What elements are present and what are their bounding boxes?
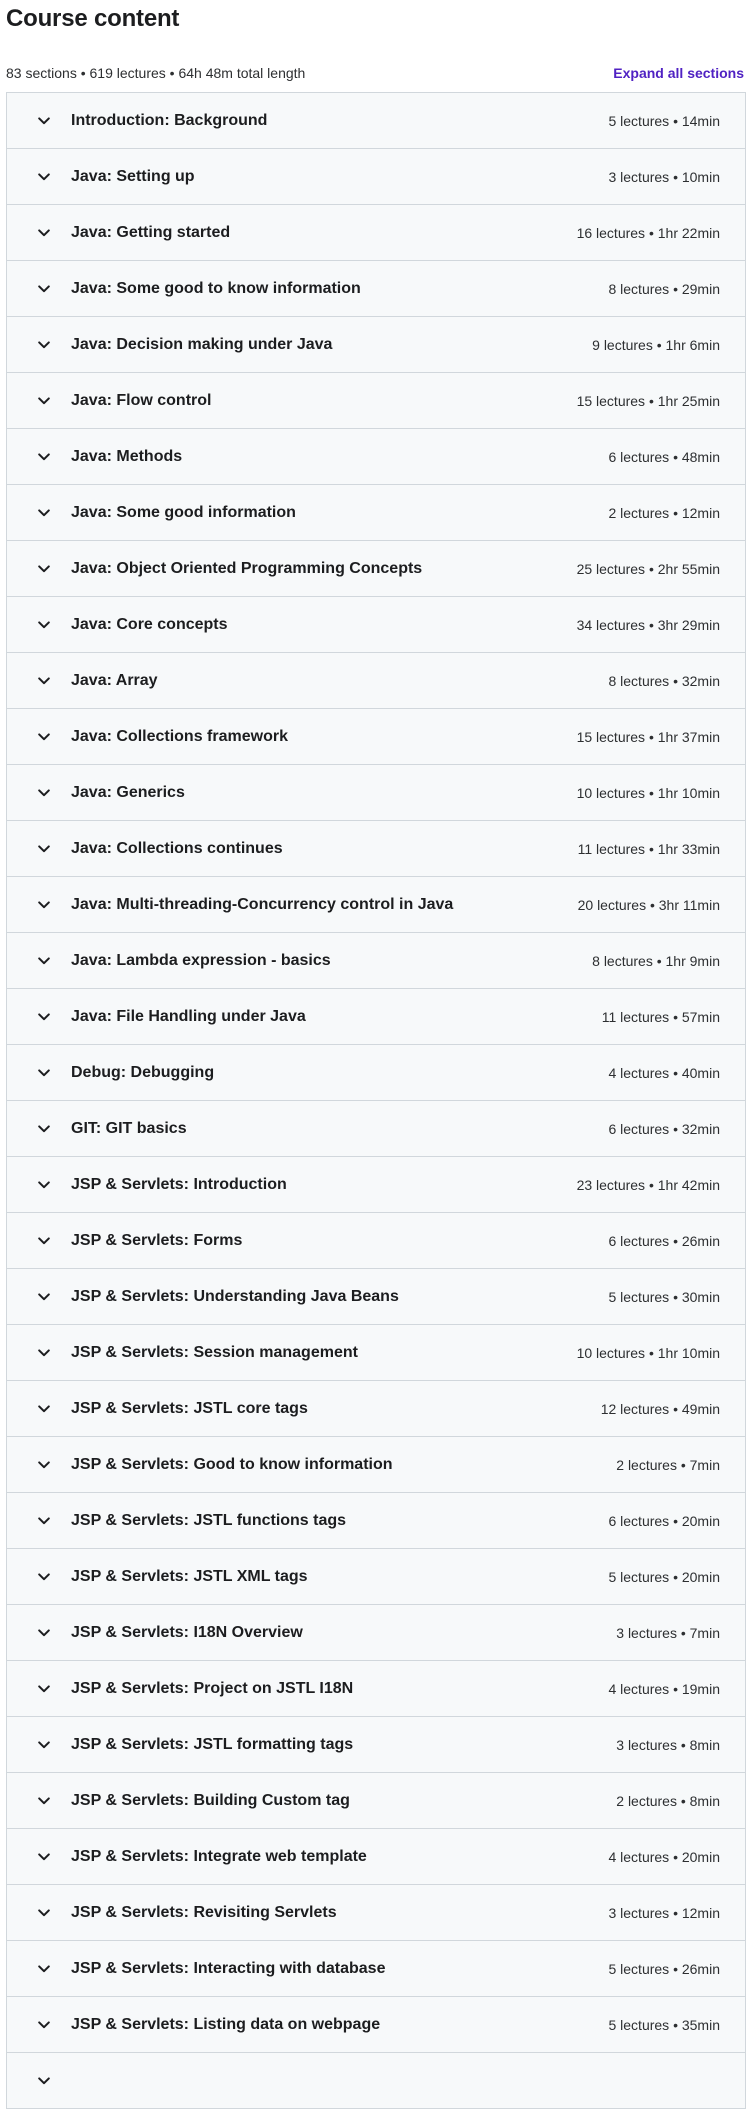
section-info: 5 lectures • 30min	[608, 1288, 720, 1305]
chevron-down-icon	[37, 730, 51, 744]
section-row[interactable]	[7, 877, 745, 933]
section-title: Java: Object Oriented Programming Concepts	[71, 559, 423, 577]
section-title: JSP & Servlets: Listing data on webpage	[71, 2015, 381, 2033]
chevron-down-icon	[37, 1122, 51, 1136]
section-title: Java: Flow control	[71, 391, 212, 409]
section-row[interactable]	[7, 93, 745, 149]
section-title: Java: Collections framework	[71, 727, 288, 745]
chevron-down-icon	[37, 1570, 51, 1584]
section-info: 8 lectures • 1hr 9min	[592, 952, 720, 969]
section-info: 5 lectures • 35min	[608, 2016, 720, 2033]
chevron-down-icon	[37, 618, 51, 632]
section-title: Java: Collections continues	[71, 839, 283, 857]
section-info: 15 lectures • 1hr 37min	[576, 728, 720, 745]
section-title: Java: Methods	[71, 447, 183, 465]
chevron-down-icon	[37, 506, 51, 520]
section-info: 4 lectures • 19min	[608, 1680, 720, 1697]
section-row[interactable]	[7, 1549, 745, 1605]
section-info: 2 lectures • 7min	[616, 1456, 720, 1473]
chevron-down-icon	[37, 226, 51, 240]
section-info: 25 lectures • 2hr 55min	[576, 560, 720, 577]
section-title: JSP & Servlets: JSTL formatting tags	[71, 1735, 354, 1753]
section-title: Java: Generics	[71, 783, 185, 801]
section-row[interactable]	[7, 1997, 745, 2053]
chevron-down-icon	[37, 1682, 51, 1696]
section-title: Java: Some good to know information	[71, 279, 361, 297]
chevron-down-icon	[37, 1458, 51, 1472]
section-info: 11 lectures • 1hr 33min	[577, 840, 720, 857]
section-row[interactable]	[7, 1829, 745, 1885]
chevron-down-icon	[37, 450, 51, 464]
section-title: JSP & Servlets: Session management	[71, 1343, 358, 1361]
section-row[interactable]	[7, 765, 745, 821]
section-row[interactable]	[7, 2053, 745, 2109]
chevron-down-icon	[37, 674, 51, 688]
section-info: 3 lectures • 10min	[608, 168, 720, 185]
section-row[interactable]	[7, 709, 745, 765]
chevron-down-icon	[37, 1514, 51, 1528]
chevron-down-icon	[37, 1346, 51, 1360]
chevron-down-icon	[37, 2074, 51, 2088]
section-info: 10 lectures • 1hr 10min	[576, 784, 720, 801]
chevron-down-icon	[37, 170, 51, 184]
section-row[interactable]	[7, 1325, 745, 1381]
chevron-down-icon	[37, 1850, 51, 1864]
section-title: JSP & Servlets: Understanding Java Beans	[71, 1287, 399, 1305]
section-info: 20 lectures • 3hr 11min	[577, 896, 720, 913]
section-title: JSP & Servlets: JSTL functions tags	[71, 1511, 347, 1529]
section-row[interactable]	[7, 1605, 745, 1661]
section-row[interactable]	[7, 373, 745, 429]
section-row[interactable]	[7, 261, 745, 317]
course-stats: 83 sections • 619 lectures • 64h 48m total length	[6, 65, 306, 81]
section-row[interactable]	[7, 933, 745, 989]
section-row[interactable]	[7, 1717, 745, 1773]
chevron-down-icon	[37, 1234, 51, 1248]
section-row[interactable]	[7, 1381, 745, 1437]
section-title: JSP & Servlets: Introduction	[71, 1175, 287, 1193]
section-title: Introduction: Background	[71, 111, 268, 129]
section-title: JSP & Servlets: JSTL core tags	[71, 1399, 308, 1417]
section-row[interactable]	[7, 149, 745, 205]
chevron-down-icon	[37, 954, 51, 968]
section-info: 6 lectures • 20min	[608, 1512, 720, 1529]
section-info: 3 lectures • 12min	[608, 1904, 720, 1921]
section-info: 34 lectures • 3hr 29min	[576, 616, 720, 633]
section-info: 9 lectures • 1hr 6min	[592, 336, 720, 353]
section-row[interactable]	[7, 1493, 745, 1549]
chevron-down-icon	[37, 1906, 51, 1920]
section-row[interactable]	[7, 485, 745, 541]
section-row[interactable]	[7, 653, 745, 709]
section-info: 8 lectures • 29min	[608, 280, 720, 297]
section-row[interactable]	[7, 1941, 745, 1997]
chevron-down-icon	[37, 1962, 51, 1976]
chevron-down-icon	[37, 1066, 51, 1080]
chevron-down-icon	[37, 394, 51, 408]
section-title: JSP & Servlets: Revisiting Servlets	[71, 1903, 337, 1921]
section-title: Java: Some good information	[71, 503, 296, 521]
section-title: Java: Setting up	[71, 167, 195, 185]
section-title: JSP & Servlets: Project on JSTL I18N	[71, 1679, 354, 1697]
chevron-down-icon	[37, 1626, 51, 1640]
chevron-down-icon	[37, 562, 51, 576]
page-title: Course content	[6, 5, 180, 32]
section-info: 16 lectures • 1hr 22min	[576, 224, 720, 241]
section-row[interactable]	[7, 1213, 745, 1269]
chevron-down-icon	[37, 282, 51, 296]
section-info: 5 lectures • 26min	[608, 1960, 720, 1977]
section-info: 2 lectures • 12min	[608, 504, 720, 521]
section-row[interactable]	[7, 1157, 745, 1213]
chevron-down-icon	[37, 786, 51, 800]
section-row[interactable]	[7, 541, 745, 597]
chevron-down-icon	[37, 2018, 51, 2032]
section-title: JSP & Servlets: Interacting with database	[71, 1959, 386, 1977]
chevron-down-icon	[37, 1178, 51, 1192]
section-title: Java: Decision making under Java	[71, 335, 333, 353]
section-title: JSP & Servlets: I18N Overview	[71, 1623, 303, 1641]
chevron-down-icon	[37, 898, 51, 912]
section-row[interactable]	[7, 597, 745, 653]
section-info: 6 lectures • 26min	[608, 1232, 720, 1249]
section-title: JSP & Servlets: Good to know information	[71, 1455, 393, 1473]
chevron-down-icon	[37, 1290, 51, 1304]
section-title: JSP & Servlets: Forms	[71, 1231, 243, 1249]
chevron-down-icon	[37, 1738, 51, 1752]
section-title: Java: Lambda expression - basics	[71, 951, 331, 969]
section-info: 12 lectures • 49min	[600, 1400, 720, 1417]
chevron-down-icon	[37, 114, 51, 128]
section-row[interactable]	[7, 205, 745, 261]
section-title: Java: Getting started	[71, 223, 231, 241]
section-info: 3 lectures • 7min	[616, 1624, 720, 1641]
section-info: 4 lectures • 20min	[608, 1848, 720, 1865]
section-row[interactable]	[7, 1437, 745, 1493]
section-info: 2 lectures • 8min	[616, 1792, 720, 1809]
section-info: 11 lectures • 57min	[601, 1008, 720, 1025]
section-row[interactable]	[7, 1661, 745, 1717]
section-row[interactable]	[7, 821, 745, 877]
section-row[interactable]	[7, 1101, 745, 1157]
section-list	[6, 92, 746, 2109]
section-title: JSP & Servlets: JSTL XML tags	[71, 1567, 308, 1585]
section-row[interactable]	[7, 429, 745, 485]
chevron-down-icon	[37, 1402, 51, 1416]
section-title: Java: Core concepts	[71, 615, 228, 633]
section-title: Java: File Handling under Java	[71, 1007, 306, 1025]
section-info: 10 lectures • 1hr 10min	[576, 1344, 720, 1361]
section-row[interactable]	[7, 989, 745, 1045]
section-row[interactable]	[7, 1045, 745, 1101]
section-info: 23 lectures • 1hr 42min	[576, 1176, 720, 1193]
section-info: 15 lectures • 1hr 25min	[576, 392, 720, 409]
chevron-down-icon	[37, 338, 51, 352]
section-title: Debug: Debugging	[71, 1063, 215, 1081]
section-title: GIT: GIT basics	[71, 1119, 187, 1137]
section-info: 6 lectures • 32min	[608, 1120, 720, 1137]
section-title: Java: Array	[71, 671, 158, 689]
chevron-down-icon	[37, 842, 51, 856]
chevron-down-icon	[37, 1794, 51, 1808]
course-meta-row	[6, 62, 744, 84]
section-info: 6 lectures • 48min	[608, 448, 720, 465]
section-info: 4 lectures • 40min	[608, 1064, 720, 1081]
chevron-down-icon	[37, 1010, 51, 1024]
section-info: 3 lectures • 8min	[616, 1736, 720, 1753]
section-info: 5 lectures • 14min	[608, 112, 720, 129]
section-title: JSP & Servlets: Integrate web template	[71, 1847, 367, 1865]
section-title: Java: Multi-threading-Concurrency control in Java	[71, 895, 454, 913]
section-info: 8 lectures • 32min	[608, 672, 720, 689]
section-info: 5 lectures • 20min	[608, 1568, 720, 1585]
section-row[interactable]	[7, 1773, 745, 1829]
expand-all-sections-button[interactable]: Expand all sections	[613, 65, 744, 81]
section-row[interactable]	[7, 1885, 745, 1941]
section-row[interactable]	[7, 317, 745, 373]
section-title: JSP & Servlets: Building Custom tag	[71, 1791, 350, 1809]
section-row[interactable]	[7, 1269, 745, 1325]
